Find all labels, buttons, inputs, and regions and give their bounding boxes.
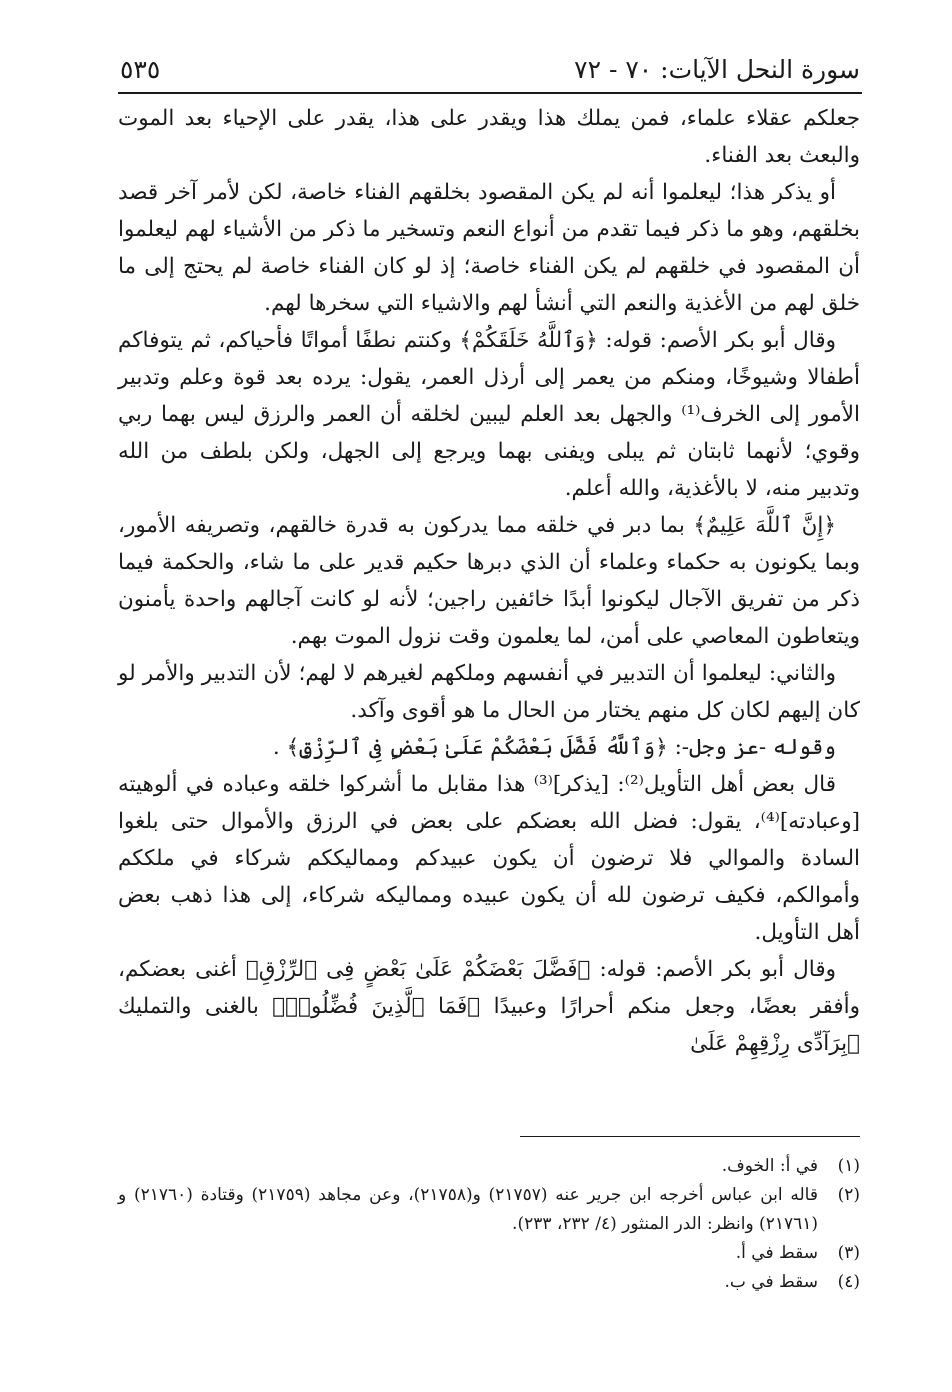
- footnote-text: سقط في ب.: [724, 1272, 818, 1292]
- footnote-number: (١): [837, 1156, 860, 1176]
- footnote-text: قاله ابن عباس أخرجه ابن جرير عنه (٢١٧٥٧) و(٢١٧٥٨)، وعن مجاهد (٢١٧٥٩) وقتادة (٢١٧٦٠) و (٢١٧٦١) وانظر: الدر المنثور (٤/ ٢٣٢، ٢٣٣).: [118, 1185, 818, 1234]
- footnote-text: سقط في أ.: [735, 1243, 818, 1263]
- footnote: [118, 1152, 860, 1181]
- main-text: [118, 100, 860, 1062]
- header-rule: [118, 92, 862, 94]
- paragraph: قال بعض أهل التأويل⁽²⁾: [يذكر]⁽³⁾ هذا مقابل ما أشركوا خلقه وعباده في ألوهيته [وعبادته]⁽⁴⁾، يقول: فضل الله بعضكم على بعض في الرزق والأموال حتى بلغوا السادة والموالي فلا ترضون أن يكون عبيدكم ومماليككم شركاء في ملككم وأموالكم، فكيف ترضون لله أن يكون عبيده ومماليكه شركاء، إلى هذا ذهب بعض أهل التأويل.: [118, 772, 860, 945]
- footnotes: [118, 1152, 860, 1297]
- header-title: سورة النحل الآيات: ٧٠ - ٧٢: [574, 55, 860, 84]
- paragraph: وقوله -عز وجل-: ﴿وَٱللَّهُ فَضَّلَ بَعْضَكُمْ عَلَىٰ بَعْضٍ فِى ٱلرِّزْقِ﴾ .: [272, 735, 836, 760]
- footnote-text: في أ: الخوف.: [721, 1156, 818, 1176]
- footnote: [118, 1239, 860, 1268]
- footnote-rule: [520, 1136, 860, 1137]
- footnote: [118, 1268, 860, 1297]
- footnote-number: (٣): [837, 1243, 860, 1263]
- running-header: [120, 40, 860, 90]
- paragraph: وقال أبو بكر الأصم: قوله: ﴿فَضَّلَ بَعْضَكُمْ عَلَىٰ بَعْضٍ فِى ٱلرِّزْقِ﴾ أغنى بعضكم، وأفقر بعضًا، وجعل منكم أحرارًا وعبيدًا ﴿فَمَا ٱلَّذِينَ فُضِّلُوا۟﴾ بالغنى والتمليك ﴿بِرَآدِّى رِزْقِهِمْ عَلَىٰ: [118, 957, 860, 1056]
- paragraph: أو يذكر هذا؛ ليعلموا أنه لم يكن المقصود بخلقهم الفناء خاصة، لكن لأمر آخر قصد بخلقهم، وهو ما ذكر فيما تقدم من أنواع النعم وتسخير ما ذكر من الأشياء لهم ليعلموا أن المقصود في خلقهم لم يكن الفناء خاصة؛ إذ لو كان الفناء خاصة لم يحتج إلى ما خلق لهم من الأغذية والنعم التي أنشأ لهم والاشياء التي سخرها لهم.: [118, 180, 860, 316]
- footnote-number: (٢): [837, 1185, 860, 1205]
- paragraph: والثاني: ليعلموا أن التدبير في أنفسهم وملكهم لغيرهم لا لهم؛ لأن التدبير والأمر لو كان إليهم لكان كل منهم يختار من الحال ما هو أقوى وآكد.: [118, 661, 860, 723]
- page-number: ٥٣٥: [120, 55, 161, 84]
- paragraph: ﴿إِنَّ ٱللَّهَ عَلِيمٌ﴾ بما دبر في خلقه مما يدركون به قدرة خالقهم، وتصريفه الأمور، وبما يكونون به حكماء وعلماء أن الذي دبرها حكيم قدير على ما شاء، والحكمة فيما ذكر من تفريق الآجال ليكونوا أبدًا خائفين راجين؛ لأنه لو كانت آجالهم واحدة يأمنون ويتعاطون المعاصي على أمن، لما يعلمون وقت نزول الموت بهم.: [118, 513, 860, 649]
- paragraph: جعلكم عقلاء علماء، فمن يملك هذا ويقدر على هذا، يقدر على الإحياء بعد الموت والبعث بعد الفناء.: [118, 106, 860, 168]
- paragraph: وقال أبو بكر الأصم: قوله: ﴿وَٱللَّهُ خَلَقَكُمْ﴾ وكنتم نطفًا أمواتًا فأحياكم، ثم يتوفاكم أطفالا وشيوخًا، ومنكم من يعمر إلى أرذل العمر، يقول: يرده بعد قوة وعلم وتدبير الأمور إلى الخرف⁽¹⁾ والجهل بعد العلم ليبين لخلقه أن العمر والرزق ليس بهما ربي وقوي؛ لأنهما ثابتان ثم يبلى ويفنى بهما ويرجع إلى الجهل، ولكن بلطف من الله وتدبير منه، لا بالأغذية، والله أعلم.: [118, 328, 861, 501]
- footnote-number: (٤): [837, 1272, 860, 1292]
- footnote: [118, 1181, 860, 1239]
